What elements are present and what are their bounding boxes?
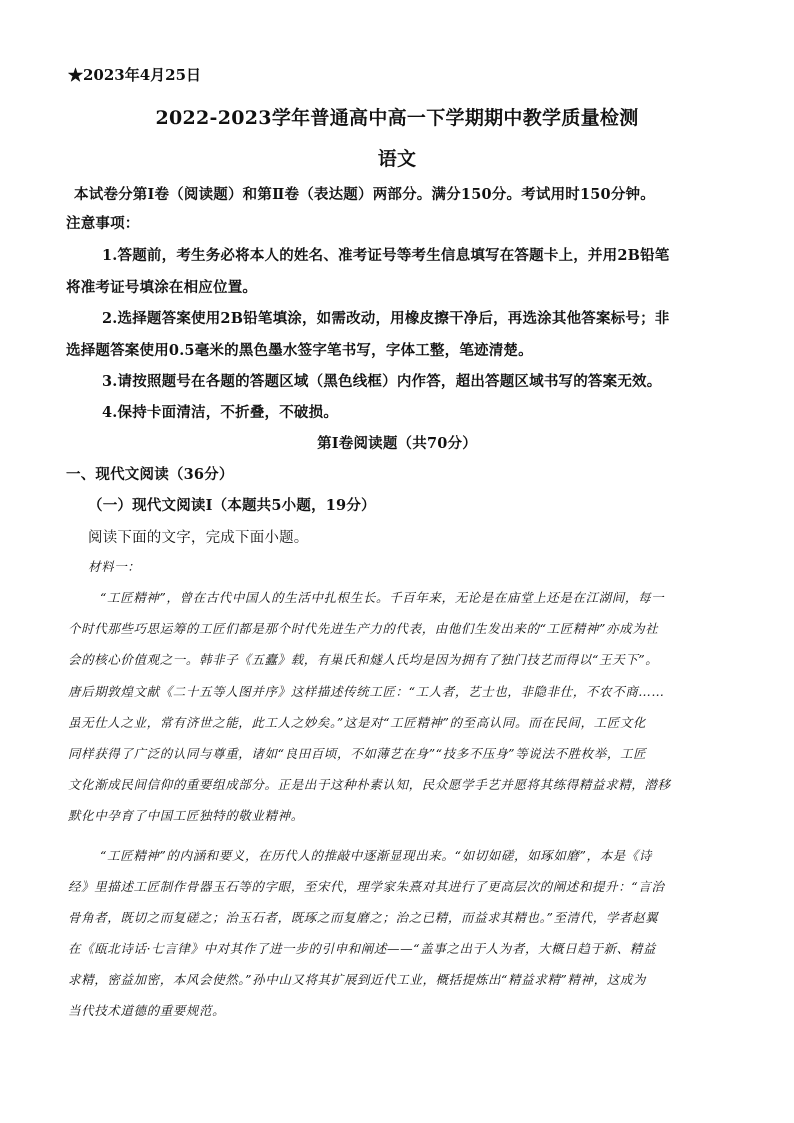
material-label: 材料一： [88,559,141,574]
subpart-heading: （一）现代文阅读Ⅰ（本题共5小题，19分） [88,497,376,514]
paragraph-line: 虽无仕人之业，常有济世之能，此工人之妙矣。”这是对“工匠精神”的至高认同。而在民间，工匠文化 [68,715,647,730]
paragraph-line: 经》里描述工匠制作骨器玉石等的字眼，至宋代，理学家朱熹对其进行了更高层次的阐述和提升：“言治 [68,879,665,894]
paragraph-line: 会的核心价值观之一。韩非子《五蠹》载，有巢氏和燧人氏均是因为拥有了独门技艺而得以“王天下”。 [68,652,659,667]
paragraph-line: 在《瓯北诗话·七言律》中对其作了进一步的引申和阐述——“盖事之出于人为者，大概日趋于新、精益 [68,941,656,956]
notes-heading: 注意事项： [66,215,140,232]
part-heading: 一、现代文阅读（36分） [66,466,234,483]
exam-intro: 本试卷分第Ⅰ卷（阅读题）和第Ⅱ卷（表达题）两部分。满分150分。考试用时150分钟。 [74,186,655,203]
section-title: 第Ⅰ卷阅读题（共70分） [317,435,477,452]
paragraph-line: 默化中孕育了中国工匠独特的敬业精神。 [68,808,304,823]
paragraph-line: 个时代那些巧思运筹的工匠们都是那个时代先进生产力的代表，由他们生发出来的“工匠精神”亦成为社 [68,621,659,636]
paragraph-line: 文化渐成民间信仰的重要组成部分。正是出于这种朴素认知，民众愿学手艺并愿将其练得精益求精，潜移 [68,777,671,792]
paragraph-line: “工匠精神”的内涵和要义，在历代人的推敲中逐渐显现出来。“如切如磋，如琢如磨”，本是《诗 [100,848,652,863]
note-2-line-1: 2.选择题答案使用2B铅笔填涂，如需改动，用橡皮擦干净后，再选涂其他答案标号；非 [102,310,670,327]
exam-date: ★2023年4月25日 [68,66,202,84]
note-1-line-2: 将准考证号填涂在相应位置。 [66,279,258,296]
paragraph-line: 同样获得了广泛的认同与尊重，诸如“良田百顷，不如薄艺在身”“技多不压身”等说法不胜枚举，工匠 [68,746,647,761]
note-2-line-2: 选择题答案使用0.5毫米的黑色墨水签字笔书写，字体工整，笔迹清楚。 [66,342,533,359]
note-3: 3.请按照题号在各题的答题区域（黑色线框）内作答，超出答题区域书写的答案无效。 [102,373,662,390]
exam-title: 2022-2023学年普通高中高一下学期期中教学质量检测 [155,107,639,129]
paragraph-line: 唐后期敦煌文献《二十五等人图并序》这样描述传统工匠：“工人者，艺士也，非隐非仕，不农不商…… [68,684,665,699]
paragraph-line: 求精，密益加密，本风会使然。”孙中山又将其扩展到近代工业，概括提炼出“精益求精”精神，这成为 [68,972,647,987]
paragraph-line: 当代技术道德的重要规范。 [68,1003,226,1018]
note-4: 4.保持卡面清洁，不折叠，不破损。 [102,404,339,421]
reading-instruction: 阅读下面的文字，完成下面小题。 [88,530,309,546]
note-1-line-1: 1.答题前，考生务必将本人的姓名、准考证号等考生信息填写在答题卡上，并用2B铅笔 [102,247,670,264]
paragraph-line: “工匠精神”，曾在古代中国人的生活中扎根生长。千百年来，无论是在庙堂上还是在江湖间，每一 [100,590,665,605]
paragraph-line: 骨角者，既切之而复磋之；治玉石者，既琢之而复磨之；治之已精，而益求其精也。”至清代，学者赵翼 [68,910,659,925]
subject-title: 语文 [377,148,417,170]
